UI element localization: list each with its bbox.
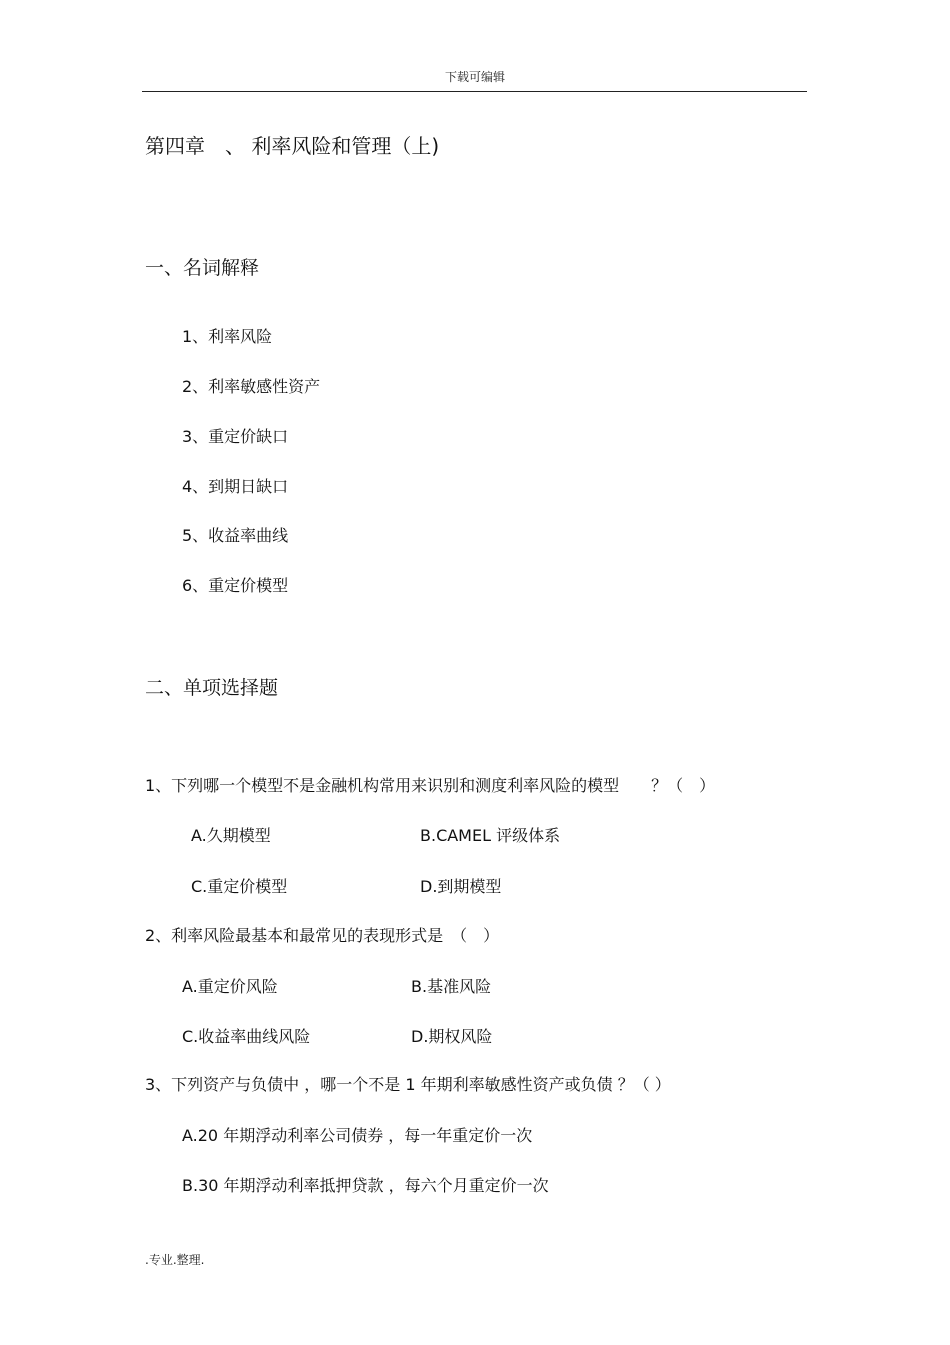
q2-option-b: B.基准风险 bbox=[411, 977, 492, 996]
term-item: 1、利率风险 bbox=[182, 327, 273, 346]
term-item: 2、利率敏感性资产 bbox=[182, 377, 321, 396]
q3-option-b: B.30 年期浮动利率抵押贷款 ，每六个月重定价一次 bbox=[182, 1176, 549, 1195]
q2-option-a: A.重定价风险 bbox=[182, 977, 278, 996]
q1-option-d: D.到期模型 bbox=[420, 877, 502, 896]
page-header: 下载可编辑 bbox=[444, 70, 505, 84]
q2-option-d: D.期权风险 bbox=[411, 1027, 493, 1046]
question-3: 3、下列资产与负债中 ，哪一个不是 1 年期利率敏感性资产或负债 ？（ ） bbox=[145, 1075, 671, 1094]
q3-option-a: A.20 年期浮动利率公司债券 ，每一年重定价一次 bbox=[182, 1126, 533, 1145]
term-item: 5、收益率曲线 bbox=[182, 526, 289, 545]
term-item: 6、重定价模型 bbox=[182, 576, 289, 595]
question-2: 2、利率风险最基本和最常见的表现形式是 （ ） bbox=[145, 926, 500, 945]
q2-option-c: C.收益率曲线风险 bbox=[182, 1027, 311, 1046]
section-title-choice: 二、单项选择题 bbox=[145, 677, 279, 699]
section-title-terms: 一、名词解释 bbox=[145, 257, 260, 279]
q1-option-c: C.重定价模型 bbox=[191, 877, 288, 896]
q1-option-a: A.久期模型 bbox=[191, 826, 271, 845]
question-1: 1、下列哪一个模型不是金融机构常用来识别和测度利率风险的模型 ？（ ） bbox=[145, 776, 716, 795]
term-item: 3、重定价缺口 bbox=[182, 427, 289, 446]
term-item: 4、到期日缺口 bbox=[182, 477, 289, 496]
page-footer: .专业.整理. bbox=[145, 1253, 205, 1267]
chapter-title: 第四章 、 利率风险和管理（上) bbox=[145, 134, 440, 158]
q1-option-b: B.CAMEL 评级体系 bbox=[420, 826, 561, 845]
header-rule bbox=[142, 91, 807, 92]
